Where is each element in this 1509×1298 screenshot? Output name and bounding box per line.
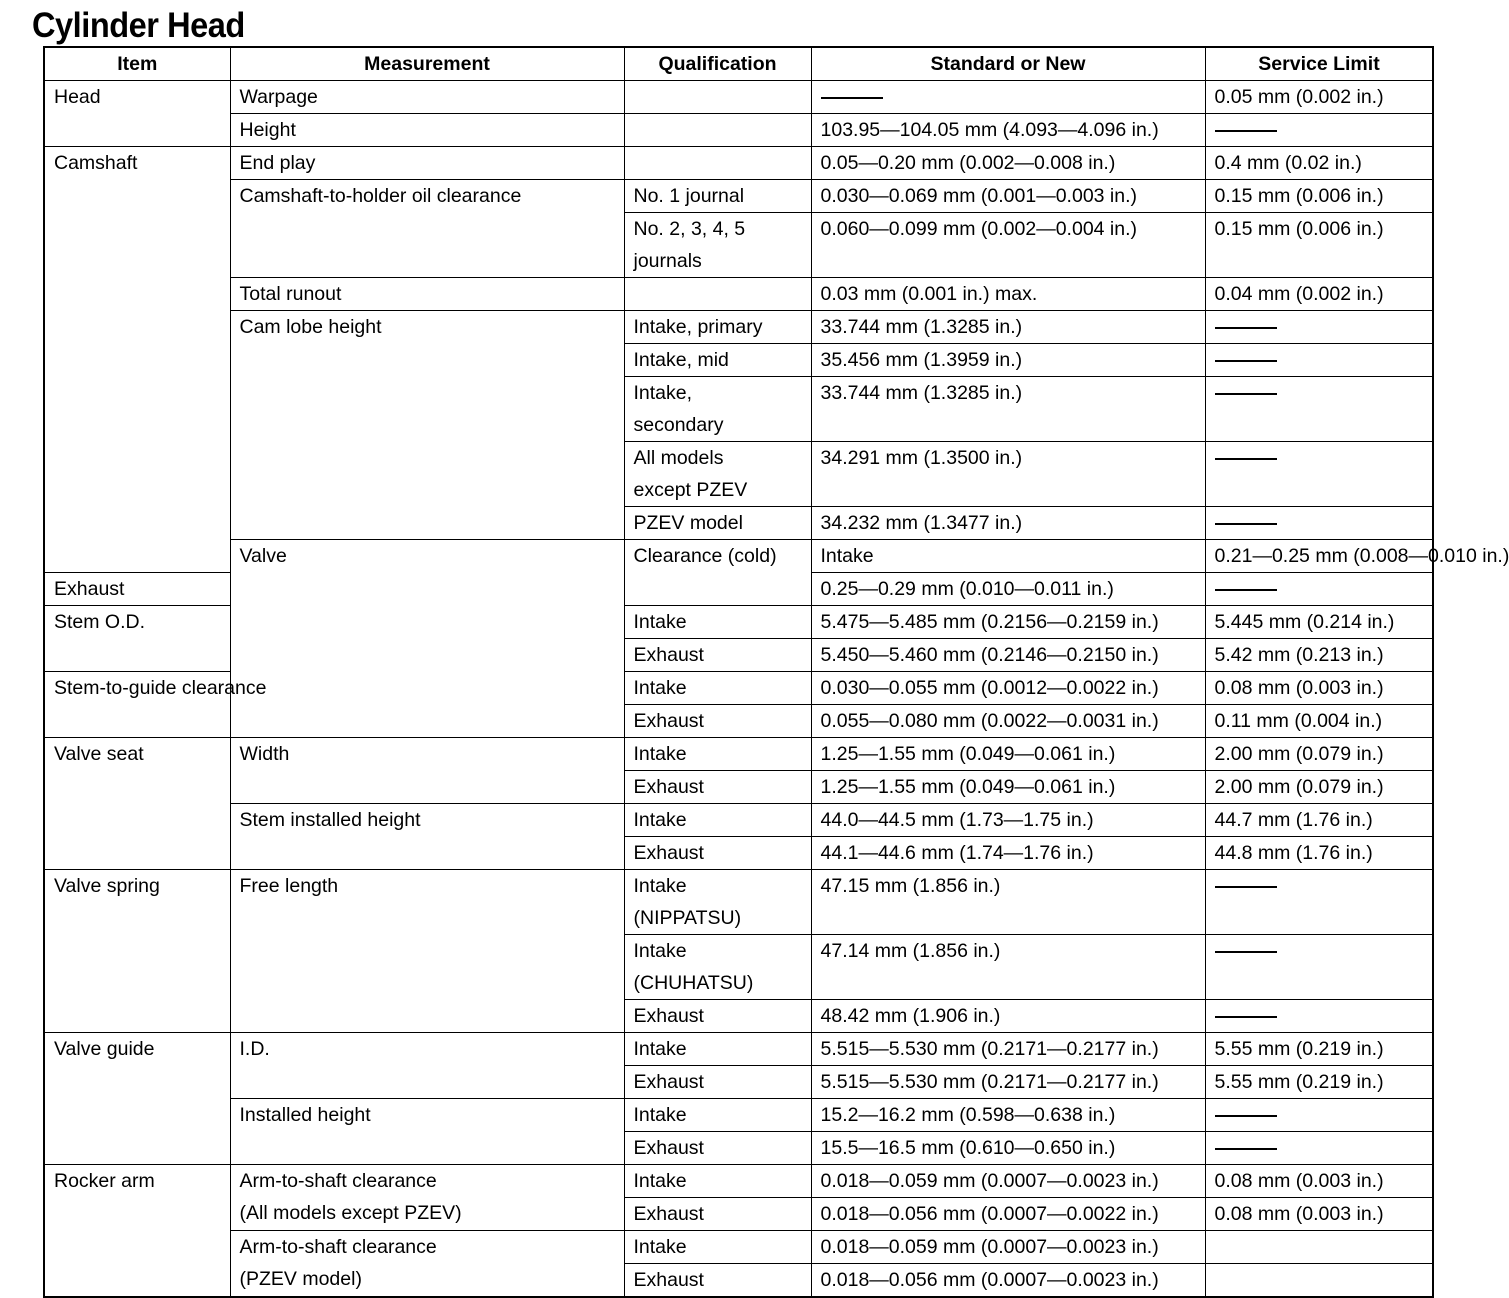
- measurement-stem-guide-clearance: Stem-to-guide clearance: [44, 672, 230, 738]
- standard-cell: 5.450—5.460 mm (0.2146—0.2150 in.): [811, 639, 1205, 672]
- standard-cell: 44.1—44.6 mm (1.74—1.76 in.): [811, 837, 1205, 870]
- item-valve-seat: Valve seat: [44, 738, 230, 870]
- standard-cell: 0.21—0.25 mm (0.008—0.010 in.): [1205, 540, 1433, 573]
- dash-line: [1215, 1016, 1277, 1018]
- header-item: Item: [44, 47, 230, 81]
- limit-cell: [1205, 1264, 1433, 1298]
- header-measurement: Measurement: [230, 47, 624, 81]
- standard-cell: 0.030—0.055 mm (0.0012—0.0022 in.): [811, 672, 1205, 705]
- qualification-cell: Intake, mid: [624, 344, 811, 377]
- page-title: Cylinder Head: [32, 6, 245, 45]
- measurement-line: (All models except PZEV): [239, 1202, 462, 1224]
- limit-cell: [1205, 311, 1433, 344]
- qualification-line: secondary: [633, 414, 724, 436]
- measurement-total-runout: Total runout: [230, 278, 624, 311]
- standard-cell: 5.515—5.530 mm (0.2171—0.2177 in.): [811, 1033, 1205, 1066]
- limit-cell: 44.8 mm (1.76 in.): [1205, 837, 1433, 870]
- qualification-cell: Intake: [624, 672, 811, 705]
- dash-line: [1215, 951, 1277, 953]
- qualification-line: Intake,: [633, 382, 693, 404]
- limit-cell: 0.15 mm (0.006 in.): [1205, 213, 1433, 278]
- qualification-cell: Intake: [811, 540, 1205, 573]
- qualification-cell: Exhaust: [624, 837, 811, 870]
- dash-line: [1215, 523, 1277, 525]
- qualification-cell: Exhaust: [624, 1198, 811, 1231]
- qualification-cell: Exhaust: [624, 705, 811, 738]
- standard-cell: 5.475—5.485 mm (0.2156—0.2159 in.): [811, 606, 1205, 639]
- measurement-arm-shaft-clearance: [230, 1165, 624, 1231]
- limit-cell: [1205, 935, 1433, 1000]
- limit-cell: [1205, 573, 1433, 606]
- qualification-line: No. 2, 3, 4, 5: [633, 218, 746, 240]
- table-row: [44, 540, 1433, 573]
- limit-cell: 5.55 mm (0.219 in.): [1205, 1033, 1433, 1066]
- qualification-cell: Exhaust: [624, 771, 811, 804]
- standard-cell: [811, 81, 1205, 114]
- qualification-cell: [624, 935, 811, 1000]
- limit-cell: 0.04 mm (0.002 in.): [1205, 278, 1433, 311]
- header-standard: Standard or New: [811, 47, 1205, 81]
- measurement-id: I.D.: [230, 1033, 624, 1099]
- standard-cell: 1.25—1.55 mm (0.049—0.061 in.): [811, 738, 1205, 771]
- limit-cell: [1205, 114, 1433, 147]
- standard-cell: 0.018—0.056 mm (0.0007—0.0023 in.): [811, 1264, 1205, 1298]
- item-camshaft: Camshaft: [44, 147, 230, 573]
- standard-cell: 34.232 mm (1.3477 in.): [811, 507, 1205, 540]
- limit-cell: 0.05 mm (0.002 in.): [1205, 81, 1433, 114]
- measurement-clearance-cold: Clearance (cold): [624, 540, 811, 606]
- measurement-cam-lobe-height: Cam lobe height: [230, 311, 624, 540]
- measurement-height: Height: [230, 114, 624, 147]
- limit-cell: [1205, 442, 1433, 507]
- dash-line: [1215, 886, 1277, 888]
- qualification-cell: [624, 147, 811, 180]
- measurement-stem-od: Stem O.D.: [44, 606, 230, 672]
- standard-cell: 0.018—0.059 mm (0.0007—0.0023 in.): [811, 1231, 1205, 1264]
- qualification-cell: [624, 377, 811, 442]
- qualification-cell: Intake: [624, 804, 811, 837]
- limit-cell: 0.08 mm (0.003 in.): [1205, 1198, 1433, 1231]
- qualification-cell: Exhaust: [44, 573, 230, 606]
- table-row: [44, 114, 1433, 147]
- dash-line: [1215, 393, 1277, 395]
- qualification-line: (CHUHATSU): [633, 972, 754, 994]
- table-row: [44, 81, 1433, 114]
- limit-cell: 5.445 mm (0.214 in.): [1205, 606, 1433, 639]
- qualification-line: Intake: [633, 875, 687, 897]
- measurement-free-length: Free length: [230, 870, 624, 1033]
- standard-cell: 15.2—16.2 mm (0.598—0.638 in.): [811, 1099, 1205, 1132]
- standard-cell: 0.030—0.069 mm (0.001—0.003 in.): [811, 180, 1205, 213]
- table-row: [44, 738, 1433, 771]
- limit-cell: 2.00 mm (0.079 in.): [1205, 738, 1433, 771]
- standard-cell: 5.515—5.530 mm (0.2171—0.2177 in.): [811, 1066, 1205, 1099]
- qualification-cell: [624, 114, 811, 147]
- measurement-width: Width: [230, 738, 624, 804]
- standard-cell: 48.42 mm (1.906 in.): [811, 1000, 1205, 1033]
- item-head: Head: [44, 81, 230, 147]
- standard-cell: 35.456 mm (1.3959 in.): [811, 344, 1205, 377]
- qualification-cell: PZEV model: [624, 507, 811, 540]
- qualification-line: All models: [633, 447, 724, 469]
- dash-line: [821, 97, 883, 99]
- dash-line: [1215, 327, 1277, 329]
- limit-cell: [1205, 1099, 1433, 1132]
- qualification-cell: Intake: [624, 1099, 811, 1132]
- dash-line: [1215, 360, 1277, 362]
- table-row: [44, 147, 1433, 180]
- limit-cell: 0.08 mm (0.003 in.): [1205, 1165, 1433, 1198]
- dash-line: [1215, 1115, 1277, 1117]
- measurement-arm-shaft-clearance-pzev: [230, 1231, 624, 1298]
- limit-cell: [1205, 507, 1433, 540]
- qualification-line: journals: [633, 250, 702, 272]
- measurement-stem-installed-height: Stem installed height: [230, 804, 624, 870]
- item-valve-guide: Valve guide: [44, 1033, 230, 1165]
- qualification-cell: Exhaust: [624, 1066, 811, 1099]
- standard-cell: 103.95—104.05 mm (4.093—4.096 in.): [811, 114, 1205, 147]
- qualification-line: Intake: [633, 940, 687, 962]
- limit-cell: 0.11 mm (0.004 in.): [1205, 705, 1433, 738]
- qualification-cell: [624, 278, 811, 311]
- limit-cell: [1205, 870, 1433, 935]
- dash-line: [1215, 130, 1277, 132]
- qualification-cell: Intake: [624, 1033, 811, 1066]
- standard-cell: 1.25—1.55 mm (0.049—0.061 in.): [811, 771, 1205, 804]
- table-row: [44, 804, 1433, 837]
- dash-line: [1215, 458, 1277, 460]
- limit-cell: 0.15 mm (0.006 in.): [1205, 180, 1433, 213]
- standard-cell: 33.744 mm (1.3285 in.): [811, 377, 1205, 442]
- limit-cell: [1205, 344, 1433, 377]
- measurement-cam-oil-clearance: Camshaft-to-holder oil clearance: [230, 180, 624, 278]
- measurement-line: Arm-to-shaft clearance: [239, 1236, 437, 1258]
- table-row: [44, 1165, 1433, 1198]
- qualification-cell: [624, 81, 811, 114]
- limit-cell: [1205, 1231, 1433, 1264]
- measurement-installed-height: Installed height: [230, 1099, 624, 1165]
- limit-cell: 2.00 mm (0.079 in.): [1205, 771, 1433, 804]
- table-row: [44, 278, 1433, 311]
- item-valve-spring: Valve spring: [44, 870, 230, 1033]
- qualification-cell: Intake: [624, 1231, 811, 1264]
- qualification-cell: Intake: [624, 1165, 811, 1198]
- standard-cell: 47.15 mm (1.856 in.): [811, 870, 1205, 935]
- qualification-cell: Intake: [624, 738, 811, 771]
- limit-cell: [1205, 1000, 1433, 1033]
- standard-cell: 15.5—16.5 mm (0.610—0.650 in.): [811, 1132, 1205, 1165]
- qualification-cell: No. 1 journal: [624, 180, 811, 213]
- qualification-cell: Exhaust: [624, 1264, 811, 1298]
- table-row: [44, 1099, 1433, 1132]
- measurement-warpage: Warpage: [230, 81, 624, 114]
- table-row: [44, 1033, 1433, 1066]
- header-service-limit: Service Limit: [1205, 47, 1433, 81]
- limit-cell: 5.42 mm (0.213 in.): [1205, 639, 1433, 672]
- header-row: [44, 47, 1433, 81]
- standard-cell: 44.0—44.5 mm (1.73—1.75 in.): [811, 804, 1205, 837]
- qualification-cell: [624, 870, 811, 935]
- limit-cell: [1205, 1132, 1433, 1165]
- limit-cell: 44.7 mm (1.76 in.): [1205, 804, 1433, 837]
- qualification-cell: Exhaust: [624, 639, 811, 672]
- header-qualification: Qualification: [624, 47, 811, 81]
- standard-cell: 0.060—0.099 mm (0.002—0.004 in.): [811, 213, 1205, 278]
- qualification-cell: [624, 213, 811, 278]
- limit-cell: [1205, 377, 1433, 442]
- measurement-line: Arm-to-shaft clearance: [239, 1170, 437, 1192]
- spec-table: [43, 46, 1509, 1298]
- standard-cell: 0.018—0.056 mm (0.0007—0.0022 in.): [811, 1198, 1205, 1231]
- limit-cell: 5.55 mm (0.219 in.): [1205, 1066, 1433, 1099]
- standard-cell: 34.291 mm (1.3500 in.): [811, 442, 1205, 507]
- standard-cell: 0.055—0.080 mm (0.0022—0.0031 in.): [811, 705, 1205, 738]
- qualification-cell: Intake, primary: [624, 311, 811, 344]
- table-row: [44, 311, 1433, 344]
- qualification-cell: Intake: [624, 606, 811, 639]
- standard-cell: 0.03 mm (0.001 in.) max.: [811, 278, 1205, 311]
- qualification-cell: [624, 442, 811, 507]
- standard-cell: 0.018—0.059 mm (0.0007—0.0023 in.): [811, 1165, 1205, 1198]
- item-rocker-arm: Rocker arm: [44, 1165, 230, 1298]
- standard-cell: 0.05—0.20 mm (0.002—0.008 in.): [811, 147, 1205, 180]
- qualification-cell: Exhaust: [624, 1000, 811, 1033]
- qualification-cell: Exhaust: [624, 1132, 811, 1165]
- qualification-line: (NIPPATSU): [633, 907, 742, 929]
- standard-cell: 47.14 mm (1.856 in.): [811, 935, 1205, 1000]
- table-row: [44, 180, 1433, 213]
- measurement-line: (PZEV model): [239, 1268, 362, 1290]
- limit-cell: 0.08 mm (0.003 in.): [1205, 672, 1433, 705]
- standard-cell: 0.25—0.29 mm (0.010—0.011 in.): [811, 573, 1205, 606]
- measurement-end-play: End play: [230, 147, 624, 180]
- dash-line: [1215, 589, 1277, 591]
- table-row: [44, 870, 1433, 935]
- standard-cell: 33.744 mm (1.3285 in.): [811, 311, 1205, 344]
- dash-line: [1215, 1148, 1277, 1150]
- table-row: [44, 1231, 1433, 1264]
- qualification-line: except PZEV: [633, 479, 748, 501]
- limit-cell: 0.4 mm (0.02 in.): [1205, 147, 1433, 180]
- item-valve: Valve: [230, 540, 624, 738]
